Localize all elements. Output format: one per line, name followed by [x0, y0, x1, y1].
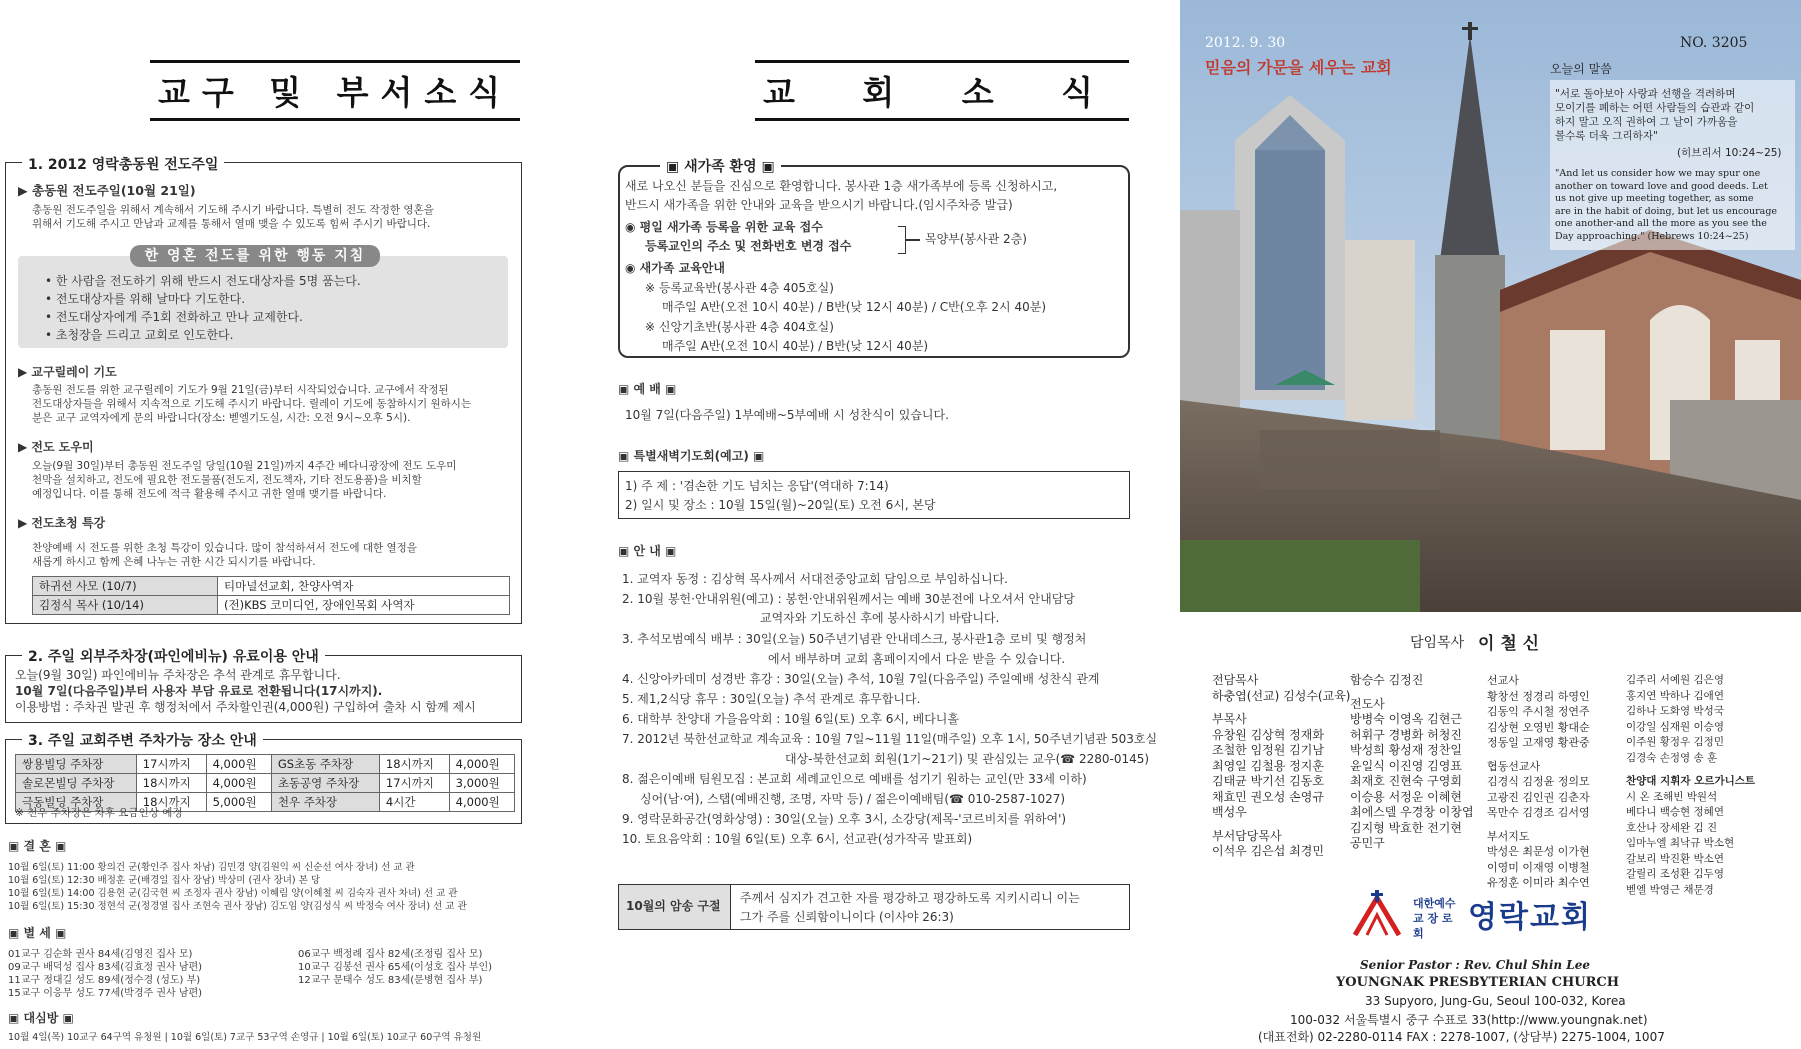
table-row [33, 596, 510, 615]
staff-line: 임마누엘 최낙규 박소현 [1626, 837, 1735, 849]
staff-line: 김경숙 손정영 송 훈 [1626, 751, 1718, 764]
table-cell: 18시까지 [379, 755, 449, 774]
text-line: 오늘(9월 30일)부터 총동원 전도주일 당일(10월 21일)까지 4주간 베다니광장에 전도 도우미 [32, 460, 457, 472]
notice-item: 대상-북한선교회 회원(1기~21기) 및 관심있는 교우(☎ 2280-0145) [785, 752, 1150, 766]
table-cell: 4,000원 [449, 755, 514, 774]
staff-line [1212, 821, 1350, 829]
staff-line: 이영미 이재영 이병철 [1487, 860, 1590, 874]
text-line: ※ 등록교육반(봉사관 4층 405호실) [645, 281, 834, 295]
staff-line: 방병숙 이영옥 김현근 [1350, 712, 1462, 726]
staff-line: 협동선교사 [1487, 759, 1541, 773]
staff-line: 베다니 백승현 정혜연 [1626, 806, 1724, 818]
church-name-logo: 영락교회 [1468, 900, 1592, 935]
text-line: 목양부(봉사관 2층) [925, 232, 1027, 246]
staff-line [1212, 704, 1350, 712]
text-line: 매주일 A반(오전 10시 40분) / B반(낮 12시 40분) [662, 339, 929, 353]
table-cell: 18시까지 [136, 774, 206, 793]
bulletin-date: 2012. 9. 30 [1205, 35, 1286, 51]
memory-verse-text: 그가 주를 신뢰함이니이다 (이사야 26:3) [740, 910, 954, 924]
section-title-evangelism: 1. 2012 영락총동원 전도주일 [22, 154, 224, 174]
text-line: 2) 일시 및 장소 : 10월 15일(월)~20일(토) 오전 6시, 본당 [625, 498, 936, 512]
section-title-nearby-parking: 3. 주일 교회주변 주차가능 장소 안내 [22, 730, 263, 750]
table-cell: 18시까지 [136, 793, 206, 812]
subhead-lecture: ▶ 전도초청 특강 [18, 516, 106, 530]
table-cell: GS초동 주차장 [271, 755, 379, 774]
staff-line: 김하나 도화영 박성국 [1626, 705, 1724, 717]
notice-item: 3. 추석모범예식 배부 : 30일(오늘) 50주년기념관 안내데스크, 봉사관1층 로비 및 행정처 [622, 632, 1087, 646]
staff-line: 정동일 고재영 황관중 [1487, 736, 1590, 749]
text-line: ◉ 새가족 교육안내 [625, 261, 725, 275]
staff-line: 이주원 황정우 김정민 [1626, 736, 1724, 748]
scripture-en-line: one another-and all the more as you see the [1555, 218, 1767, 229]
staff-line: 김지형 박효한 전기현 [1350, 820, 1462, 835]
guideline-item: • 한 사람을 전도하기 위해 반드시 전도대상자를 5명 품는다. [45, 274, 361, 288]
staff-line: 윤일식 이진영 김영표 [1350, 758, 1462, 773]
table-row [16, 774, 515, 793]
notice-item: 6. 대학부 찬양대 가을음악회 : 10월 6일(토) 오후 6시, 베다니홀 [622, 712, 959, 726]
senior-pastor-label: 담임목사 [1410, 635, 1465, 651]
text-line: 10월 7일(다음주일) 1부예배~5부예배 시 성찬식이 있습니다. [625, 408, 949, 422]
obituary-title: ▣ 별 세 ▣ [8, 926, 67, 940]
memory-verse-label: 10월의 암송 구절 [626, 899, 721, 913]
staff-line: 전담목사 [1212, 673, 1259, 687]
memory-verse-text: 주께서 심지가 견고한 자를 평강하고 평강하도록 지키시리니 이는 [740, 891, 1080, 905]
table-cell: 4시간 [379, 793, 449, 812]
text-line: 찬양예배 시 전도를 위한 초청 특강이 있습니다. 많이 참석하셔서 전도에 대한 열정을 [32, 542, 417, 554]
scripture-en-line: "And let us consider how we may spur one [1555, 168, 1761, 179]
table-cell: 17시까지 [379, 774, 449, 793]
staff-line [1350, 689, 1474, 697]
visitation-title: ▣ 대심방 ▣ [8, 1011, 74, 1025]
staff-line: 부목사 [1212, 712, 1247, 726]
scripture-kr-line: 볼수록 더욱 그리하자" [1555, 130, 1658, 142]
scripture-kr-line: 모이기를 폐하는 어떤 사람들의 습관과 같이 [1555, 102, 1755, 114]
staff-column-3 [1487, 673, 1590, 891]
staff-line: 최에스델 우경창 이창엽 [1350, 805, 1474, 819]
english-church-name: YOUNGNAK PRESBYTERIAN CHURCH [1336, 975, 1619, 990]
wedding-row: 10월 6일(토) 12:30 배정훈 군(배경일 집사 장남) 박상미 (권사 장녀) 본 당 [8, 875, 321, 886]
text-line: 위해서 기도해 주시고 만남과 교제를 통해서 열매 맺을 수 있도록 힘써 주시기 바랍니다. [32, 218, 431, 230]
obituary-row: 10교구 김봉선 권사 65세(이성호 집사 부인) [298, 962, 493, 973]
scripture-kr-line: 하지 말고 오직 권하여 그 날이 가까움을 [1555, 116, 1738, 128]
staff-line: 호산나 장세완 김 진 [1626, 821, 1718, 834]
text-line: 오늘(9월 30일) 파인에비뉴 주차장은 추석 관계로 휴무합니다. [15, 668, 341, 682]
staff-line: 이석우 김은섭 최경민 [1212, 844, 1324, 858]
text-line: 10월 7일(다음주일)부터 사용자 부담 유료로 전환됩니다(17시까지). [15, 684, 383, 698]
english-address: 33 Supyoro, Jung-Gu, Seoul 100-032, Korea [1365, 994, 1626, 1008]
prayer-title: ▣ 특별새벽기도회(예고) ▣ [618, 449, 765, 463]
brace-line [906, 239, 920, 241]
table-cell: 초동공영 주차장 [271, 774, 379, 793]
parking-note: ※ 천우 주차장은 차후 요금인상 예정 [15, 807, 183, 819]
staff-line: 선교사 [1487, 674, 1519, 687]
text-line: ◉ 평일 새가족 등록을 위한 교육 접수 [625, 220, 823, 234]
table-cell: 3,000원 [449, 774, 514, 793]
staff-line: 하충엽(선교) 김성수(교육) [1212, 688, 1351, 703]
table-cell: 5,000원 [206, 793, 271, 812]
text-line: 총동원 전도를 위한 교구릴레이 기도가 9월 21일(금)부터 시작되었습니다. 교구에서 작정된 [32, 384, 449, 396]
worship-title: ▣ 예 배 ▣ [618, 382, 677, 396]
subhead-evangelism-sunday: ▶ 총동원 전도주일(10월 21일) [18, 183, 196, 198]
staff-line: 허휘구 경병화 허청진 [1350, 727, 1462, 742]
middle-column [600, 0, 1158, 1049]
scripture-en-line: another on toward love and good deeds. Let [1555, 180, 1768, 192]
staff-line: 김태균 박기선 김동호 [1212, 774, 1324, 788]
staff-line [1626, 766, 1755, 774]
staff-line: 조철한 임정원 김기남 [1212, 743, 1324, 757]
table-cell: 극동빌딩 주차장 [16, 793, 137, 812]
text-line: 등록교인의 주소 및 전화번호 변경 접수 [645, 239, 852, 253]
brace [898, 226, 906, 254]
staff-line: 벧엘 박영근 채문경 [1626, 883, 1714, 896]
left-column [0, 0, 530, 1049]
staff-line [1487, 821, 1590, 829]
notice-item: 2. 10월 봉헌·안내위원(예고) : 봉헌·안내위원께서는 예배 30분전에 나오셔서 안내담당 [622, 592, 1075, 606]
table-cell: 4,000원 [206, 774, 271, 793]
staff-line: 최영일 김철용 정지훈 [1212, 758, 1324, 773]
staff-line: 김주리 서예원 김은영 [1626, 674, 1724, 686]
page-title-left: 교구 및 부서소식 [150, 60, 520, 121]
notice-title: ▣ 안 내 ▣ [618, 544, 677, 558]
table-cell: 17시까지 [136, 755, 206, 774]
table-cell: 4,000원 [449, 793, 514, 812]
staff-line: 이승용 서정운 이혜현 [1350, 789, 1462, 804]
staff-line: 공민구 [1350, 836, 1385, 850]
section-title-parking: 2. 주일 외부주차장(파인에비뉴) 유료이용 안내 [22, 646, 325, 666]
table-row [33, 577, 510, 596]
staff-line: 시 온 조해빈 박원석 [1626, 790, 1718, 803]
text-line: ※ 신앙기초반(봉사관 4층 404호실) [645, 320, 834, 334]
right-column [1180, 0, 1801, 1049]
staff-line: 박성희 황성재 정찬일 [1350, 743, 1462, 757]
notice-item: 5. 제1,2식당 휴무 : 30일(오늘) 추석 관계로 휴무합니다. [622, 692, 921, 706]
english-pastor-line: Senior Pastor : Rev. Chul Shin Lee [1360, 958, 1590, 972]
church-motto: 믿음의 가문을 세우는 교회 [1205, 58, 1392, 77]
staff-line: 이강일 심재원 이승영 [1626, 720, 1724, 733]
text-line: 전도대상자들을 위해서 지속적으로 기도해 주시기 바랍니다. 릴레이 기도에 동참하시기 원하시는 [32, 398, 472, 410]
subhead-helper: ▶ 전도 도우미 [18, 440, 94, 454]
table-cell: 하귀선 사모 (10/7) [33, 577, 218, 596]
table-cell: 솔로몬빌딩 주차장 [16, 774, 137, 793]
table-cell: (전)KBS 코미디언, 장애인목회 사역자 [218, 596, 510, 615]
notice-item: 9. 영락문화공간(영화상영) : 30일(오늘) 오후 3시, 소강당(제목-'코르비치를 위하여') [622, 812, 1067, 826]
guideline-item: • 전도대상자를 위해 날마다 기도한다. [45, 292, 246, 306]
todays-word-heading: 오늘의 말씀 [1550, 62, 1612, 76]
notice-item: 7. 2012년 북한선교학교 계속교육 : 10월 7일~11월 11일(매주일) 오후 1시, 50주년기념관 503호실 [622, 732, 1158, 746]
staff-line: 목만수 김경조 김서영 [1487, 806, 1590, 819]
subhead-relay-prayer: ▶ 교구릴레이 기도 [18, 365, 117, 379]
text-line: 반드시 새가족을 위한 안내와 교육을 받으시기 바랍니다.(임시주차증 발급) [625, 198, 1013, 212]
guideline-item: • 초청장을 드리고 교회로 인도한다. [45, 328, 234, 342]
table-cell: 김정식 목사 (10/14) [33, 596, 218, 615]
scripture-en-line: Day approaching." (Hebrews 10:24~25) [1555, 230, 1749, 242]
staff-line: 황창선 정경리 하영인 [1487, 689, 1590, 703]
staff-line: 갈릴리 조성환 김두영 [1626, 868, 1724, 880]
staff-line: 고광진 김인권 김춘자 [1487, 790, 1590, 804]
wedding-row: 10월 6일(토) 15:30 정현석 군(정경열 집사 조현숙 권사 장남) 김도임 양(김성식 씨 박정숙 여사 장녀) 선 교 관 [8, 901, 467, 912]
staff-line: 전도사 [1350, 696, 1385, 711]
staff-column-4 [1626, 673, 1755, 898]
scripture-kr-line: "서로 돌아보아 사랑과 선행을 격려하며 [1555, 88, 1736, 100]
wedding-row: 10월 6일(토) 14:00 김용현 군(김국현 씨 조정자 권사 장남) 이혜림 양(이혜철 씨 김숙자 권사 차녀) 선 교 관 [8, 888, 458, 899]
obituary-row: 06교구 백정례 집사 82세(조정림 집사 모) [298, 949, 483, 960]
staff-column-2 [1350, 673, 1474, 852]
table-cell: 4,000원 [206, 755, 271, 774]
denomination-label: 대한예수교 장 로 회 [1413, 897, 1456, 940]
text-line: 새로 나오신 분들을 진심으로 환영합니다. 봉사관 1층 새가족부에 등록 신청하시고, [625, 179, 1058, 193]
staff-line: 김상현 오영빈 황대순 [1487, 720, 1590, 734]
notice-item: 싱어(남·여), 스탭(예배진행, 조명, 자막 등) / 젊은이예배팀(☎ 010-2587-1027) [640, 792, 1066, 806]
text-line: 이용방법 : 주차권 발권 후 행정처에서 주차할인권(4,000원) 구입하여 출차 시 함께 제시 [15, 700, 476, 714]
staff-line: 함승수 김정진 [1350, 673, 1424, 687]
phone-info: (대표전화) 02-2280-0114 FAX : 2278-1007, (상담부) 2275-1004, 1007 [1258, 1030, 1665, 1044]
text-line: 천막을 설치하고, 전도에 필요한 전도물품(전도지, 전도책자, 기타 전도용품)을 비치할 [32, 474, 422, 486]
staff-line: 부서지도 [1487, 829, 1530, 843]
staff-line [1487, 751, 1590, 759]
notice-item: 에서 배부하며 교회 홈페이지에서 다운 받을 수 있습니다. [768, 652, 1066, 666]
wedding-title: ▣ 결 혼 ▣ [8, 839, 67, 853]
obituary-row: 11교구 정대길 성도 89세(정수경 (성도) 부) [8, 975, 201, 986]
speaker-table [32, 576, 510, 615]
new-family-title: ▣ 새가족 환영 ▣ [660, 156, 781, 176]
table-cell: 천우 주차장 [271, 793, 379, 812]
scripture-kr-ref: (히브리서 10:24~25) [1677, 147, 1782, 159]
staff-line: 유창원 김상혁 정재화 [1212, 727, 1324, 742]
notice-item: 1. 교역자 동정 : 김상혁 목사께서 서대전중앙교회 담임으로 부임하십니다. [622, 572, 1008, 586]
bulletin-number: NO. 3205 [1680, 35, 1748, 51]
scripture-en-line: are in the habit of doing, but let us encourage [1555, 205, 1778, 217]
scripture-en-line: us not give up meeting together, as some [1555, 193, 1754, 204]
staff-line: 채효민 권오성 손영규 [1212, 789, 1324, 804]
parking-table [15, 754, 515, 812]
staff-column-1 [1212, 673, 1350, 860]
staff-line: 김동익 주시철 정연주 [1487, 705, 1590, 718]
notice-item: 4. 신앙아카데미 성경반 휴강 : 30일(오늘) 추석, 10월 7일(다음주일) 주일예배 성찬식 관계 [622, 672, 1100, 686]
table-cell: 쌍용빌딩 주차장 [16, 755, 137, 774]
text-line: 매주일 A반(오전 10시 40분) / B반(낮 12시 40분) / C반(오후 2시 40분) [662, 300, 1047, 314]
wedding-row: 10월 6일(토) 11:00 황의건 군(황인주 집사 차남) 김민경 양(김원익 씨 신순선 여사 장녀) 선 교 관 [8, 862, 415, 873]
staff-line: 백성우 [1212, 805, 1247, 819]
page-title-middle: 교 회 소 식 [755, 60, 1129, 121]
text-line: 분은 교구 교역자에게 문의 바랍니다(장소: 벧엘기도실, 시간: 오전 9시~오후 5시). [32, 412, 411, 424]
notice-item: 10. 토요음악회 : 10월 6일(토) 오후 6시, 선교관(성가작곡 발표회) [622, 832, 973, 846]
guideline-title: 한 영혼 전도를 위한 행동 지침 [130, 245, 380, 267]
text-line: 1) 주 제 : '겸손한 기도 넘치는 응답'(역대하 7:14) [625, 479, 889, 493]
staff-line: 부서담당목사 [1212, 828, 1282, 843]
text-line: 예정입니다. 이를 통해 전도에 적극 활용해 주시고 귀한 열매 맺기를 바랍니다. [32, 488, 387, 500]
obituary-row: 15교구 이응무 성도 77세(박경주 권사 남편) [8, 988, 203, 999]
notice-item: 8. 젊은이예배 팀원모집 : 본교회 세례교인으로 예배를 섬기기 원하는 교인(만 33세 이하) [622, 772, 1087, 786]
staff-line: 홍지연 박하나 김애연 [1626, 689, 1724, 702]
visitation-text: 10월 4일(목) 10교구 64구역 유청원 | 10월 6일(토) 7교구 53구역 손영규 | 10월 6일(토) 10교구 60구역 유청원 [8, 1032, 482, 1043]
staff-line: 유정훈 이미라 최수연 [1487, 876, 1590, 889]
church-logo-icon [1350, 890, 1405, 940]
staff-line: 김경식 김정윤 정의모 [1487, 775, 1590, 788]
table-cell: 티마널선교회, 찬양사역자 [218, 577, 510, 596]
staff-line: 찬양대 지휘자 오르가니스트 [1626, 775, 1756, 787]
korean-address: 100-032 서울특별시 중구 수표로 33(http://www.youngnak.net) [1290, 1013, 1648, 1027]
text-line: 총동원 전도주일을 위해서 계속해서 기도해 주시기 바랍니다. 특별히 전도 작정한 영혼을 [32, 204, 434, 216]
obituary-row: 01교구 김순화 권사 84세(김영진 집사 모) [8, 949, 193, 960]
obituary-row: 12교구 문태수 성도 83세(문병현 집사 부) [298, 975, 483, 986]
staff-line: 최재호 진현숙 구영회 [1350, 774, 1462, 788]
staff-line: 박성은 최문성 이가현 [1487, 845, 1590, 858]
staff-line: 갈보리 박진환 박소연 [1626, 852, 1724, 865]
text-line: 새롭게 하시고 함께 은혜 나누는 귀한 시간 되시기를 바랍니다. [32, 556, 316, 568]
guideline-item: • 전도대상자에게 주1회 전화하고 만나 교제한다. [45, 310, 303, 324]
table-row [16, 755, 515, 774]
senior-pastor-name: 이 철 신 [1478, 634, 1540, 654]
obituary-row: 09교구 배덕성 집사 83세(김효정 권사 남편) [8, 962, 203, 973]
notice-item: 교역자와 기도하신 후에 봉사하시기 바랍니다. [760, 611, 1000, 625]
